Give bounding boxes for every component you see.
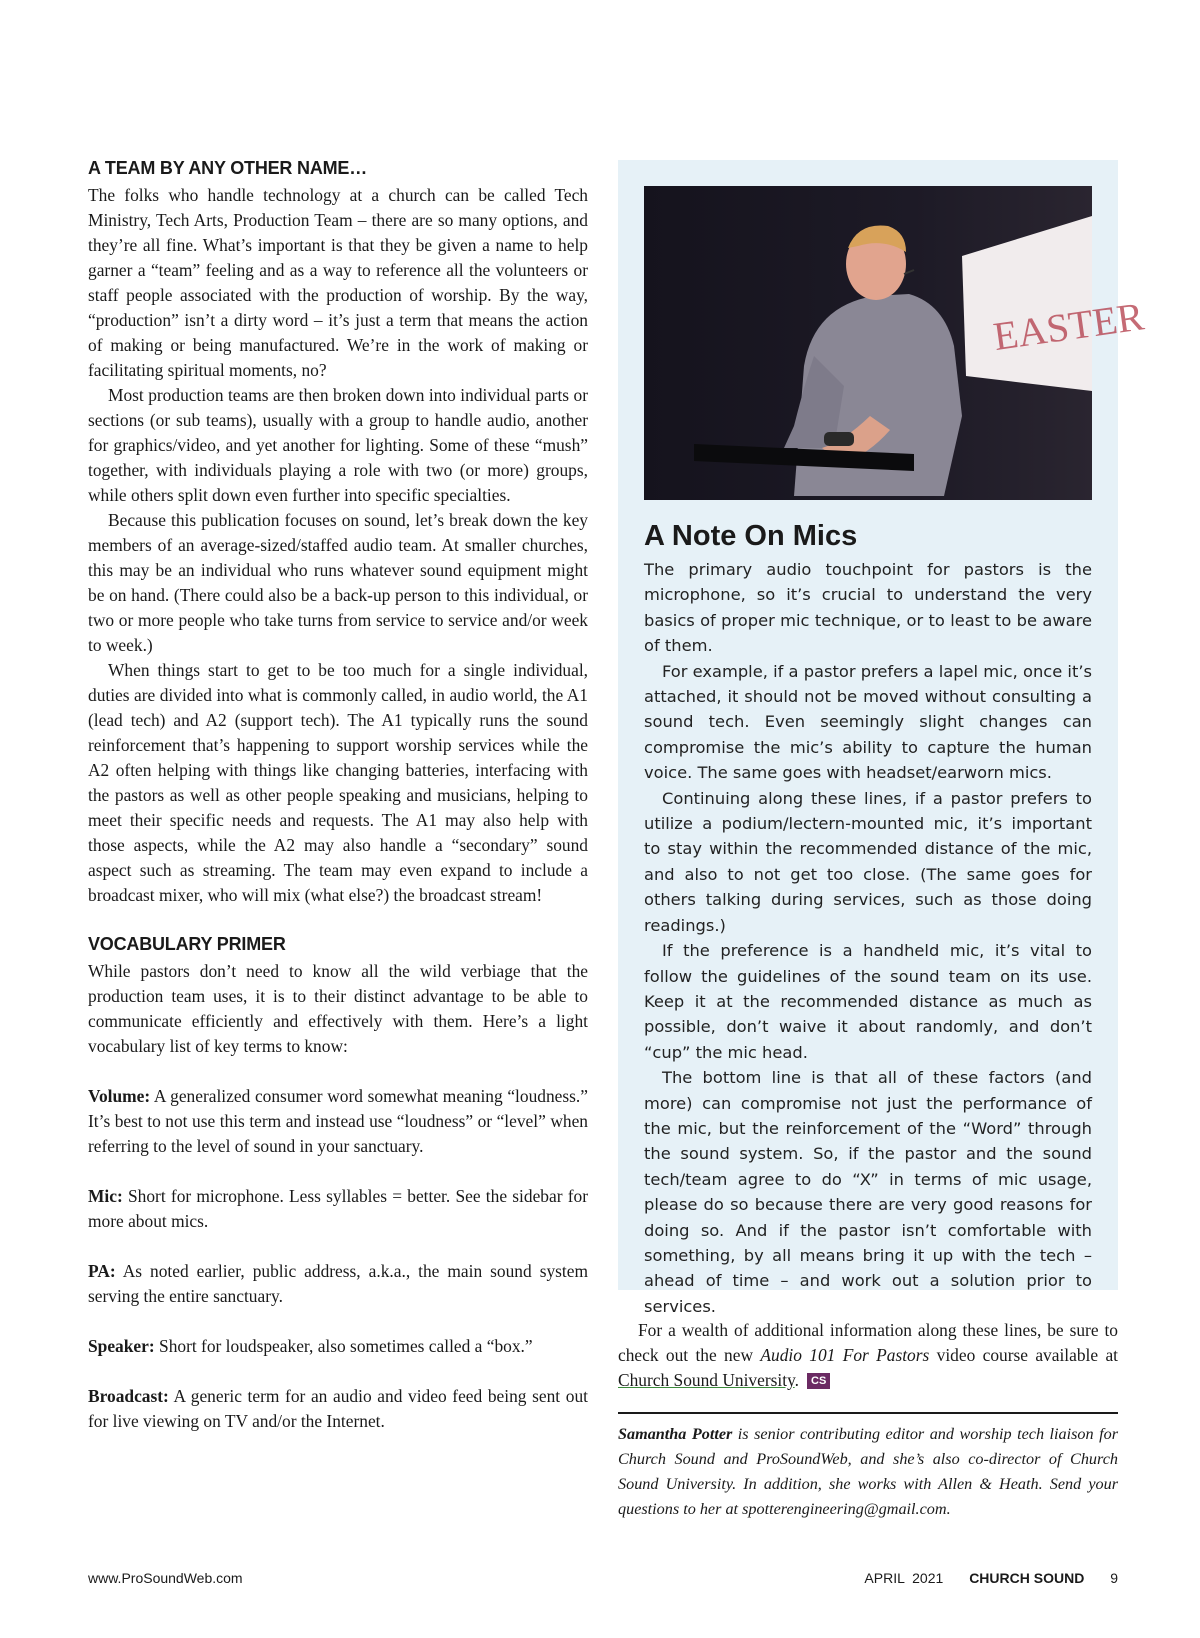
term-label: Speaker:: [88, 1336, 155, 1356]
term-pa: [88, 1259, 588, 1309]
bio-divider: [618, 1412, 1118, 1414]
author-name: Samantha Potter: [618, 1425, 733, 1443]
csu-link[interactable]: Church Sound University: [618, 1370, 795, 1390]
term-volume: [88, 1084, 588, 1159]
footer-url[interactable]: www.ProSoundWeb.com: [88, 1570, 243, 1586]
sidebar-paragraph-1: The primary audio touchpoint for pastors is the microphone, so it’s crucial to understand the very basics of proper mic technique, or to least to be aware of them.: [644, 560, 1092, 656]
screen-text: EASTER: [990, 293, 1147, 359]
closing-text-mid: video course available at: [929, 1345, 1118, 1365]
team-heading: A TEAM BY ANY OTHER NAME…: [88, 158, 368, 178]
footer-right: [842, 1570, 1118, 1586]
team-paragraph-4: When things start to get to be too much for a single individual, duties are divided into what is commonly called, in audio world, the A1 (lead tech) and A2 (support tech). The A1 typically runs the sound reinforcement that’s happening to support worship services while the A2 often helping with things like changing batteries, interfacing with the pastors as well as other people speaking and musicians, helping to meet their specific needs and requests. The A1 may also help with those aspects, while the A2 may also handle a “secondary” sound aspect such as streaming. The team may even expand to include a broadcast mixer, who will mix (what else?) the broadcast stream!: [88, 660, 588, 905]
sidebar-paragraph-2: For example, if a pastor prefers a lapel mic, once it’s attached, it should not be moved without consulting a sound tech. Even seemingly slight changes can compromise the mic’s ability to capture the human voice. The same goes with headset/earworn mics.: [644, 661, 1092, 783]
term-mic: [88, 1184, 588, 1234]
vocab-heading: VOCABULARY PRIMER: [88, 934, 286, 954]
sidebar-paragraph-3: Continuing along these lines, if a pastor prefers to utilize a podium/lectern-mounted mic, it’s important to stay within the recommended distance of the mic, and also to not get too close. (The same goes for others talking during services, such as those doing readings.): [644, 788, 1092, 935]
term-label: PA:: [88, 1261, 116, 1281]
term-definition: Short for loudspeaker, also sometimes called a “box.”: [154, 1336, 533, 1356]
term-label: Volume:: [88, 1086, 151, 1106]
course-title: Audio 101 For Pastors: [760, 1345, 930, 1365]
closing-text: For a wealth of additional information along these lines, be sure to check out the new: [618, 1320, 1118, 1365]
team-paragraph-2: Most production teams are then broken down into individual parts or sections (or sub teams), usually with a group to handle audio, another for graphics/video, and yet another for lighting. Some of these “mush” together, with individuals playing a role with two (or more) groups, while others split down even further into specific specialties.: [88, 385, 588, 505]
mics-sidebar: [618, 160, 1147, 1316]
term-label: Mic:: [88, 1186, 123, 1206]
vocab-intro: While pastors don’t need to know all the wild verbiage that the production team uses, it is to their distinct advantage to be able to communicate efficiently and effectively with them. Here’s a light vocabulary list of key terms to know:: [88, 961, 588, 1056]
bio-text: is senior contributing editor and worship tech liaison for Church Sound and ProSoundWeb, and she’s also co-director of Church Sound University. In addition, she works with Allen & Heath. Send your questions to her at spotterengineering@gmail.com.: [618, 1425, 1118, 1518]
team-paragraph-3: Because this publication focuses on sound, let’s break down the key members of an average-sized/staffed audio team. At smaller churches, this may be an individual who runs whatever sound equipment might be on hand. (There could also be a back-up person to this individual, or two or more people who take turns from service to service and/or week to week.): [88, 510, 588, 655]
term-definition: A generic term for an audio and video feed being sent out for live viewing on TV and/or the Internet.: [88, 1386, 588, 1431]
closing-period: .: [794, 1370, 799, 1390]
cs-end-mark: CS: [807, 1373, 830, 1389]
team-paragraph-1: The folks who handle technology at a church can be called Tech Ministry, Tech Arts, Production Team – there are so many options, and they’re all fine. What’s important is that they be given a name to help garner a “team” feeling and as a way to reference all the volunteers or staff people associated with the production of worship. By the way, “production” isn’t a dirty word – it’s just a term that means the action of making or being manufactured. We’re in the work of making or facilitating spiritual moments, no?: [88, 185, 588, 380]
term-speaker: [88, 1334, 588, 1359]
term-definition: A generalized consumer word somewhat meaning “loudness.” It’s best to not use this term and instead use “loudness” or “level” when referring to the level of sound in your sanctuary.: [88, 1086, 588, 1156]
sidebar-paragraph-5: The bottom line is that all of these factors (and more) can compromise not just the performance of the mic, but the reinforcement of the “Word” through the sound system. So, if the pastor and the sound tech/team agree to do “X” in terms of mic usage, please do so because there are very good reasons for doing so. And if the pastor isn’t comfortable with something, by all means bring it up with the tech – ahead of time – and work out a solution prior to services.: [644, 1068, 1092, 1316]
term-label: Broadcast:: [88, 1386, 169, 1406]
sidebar-title: A Note On Mics: [644, 520, 858, 552]
sidebar-paragraph-4: If the preference is a handheld mic, it’s vital to follow the guidelines of the sound team on its use. Keep it at the recommended distance as much as possible, don’t waive it about randomly, and don’t “cup” the mic head.: [644, 941, 1092, 1062]
footer-date: APRIL 2021: [864, 1570, 944, 1586]
page-number: 9: [1110, 1570, 1118, 1586]
footer-magazine: CHURCH SOUND: [969, 1570, 1085, 1586]
author-bio: [618, 1422, 1118, 1522]
left-column: [88, 158, 588, 1459]
pastor-photo: [644, 186, 1147, 500]
term-definition: Short for microphone. Less syllables = better. See the sidebar for more about mics.: [88, 1186, 588, 1231]
term-definition: As noted earlier, public address, a.k.a., the main sound system serving the entire sanctuary.: [88, 1261, 588, 1306]
closing-note: [618, 1318, 1118, 1393]
pastor-photo-illustration: [644, 186, 1147, 500]
term-broadcast: [88, 1384, 588, 1434]
